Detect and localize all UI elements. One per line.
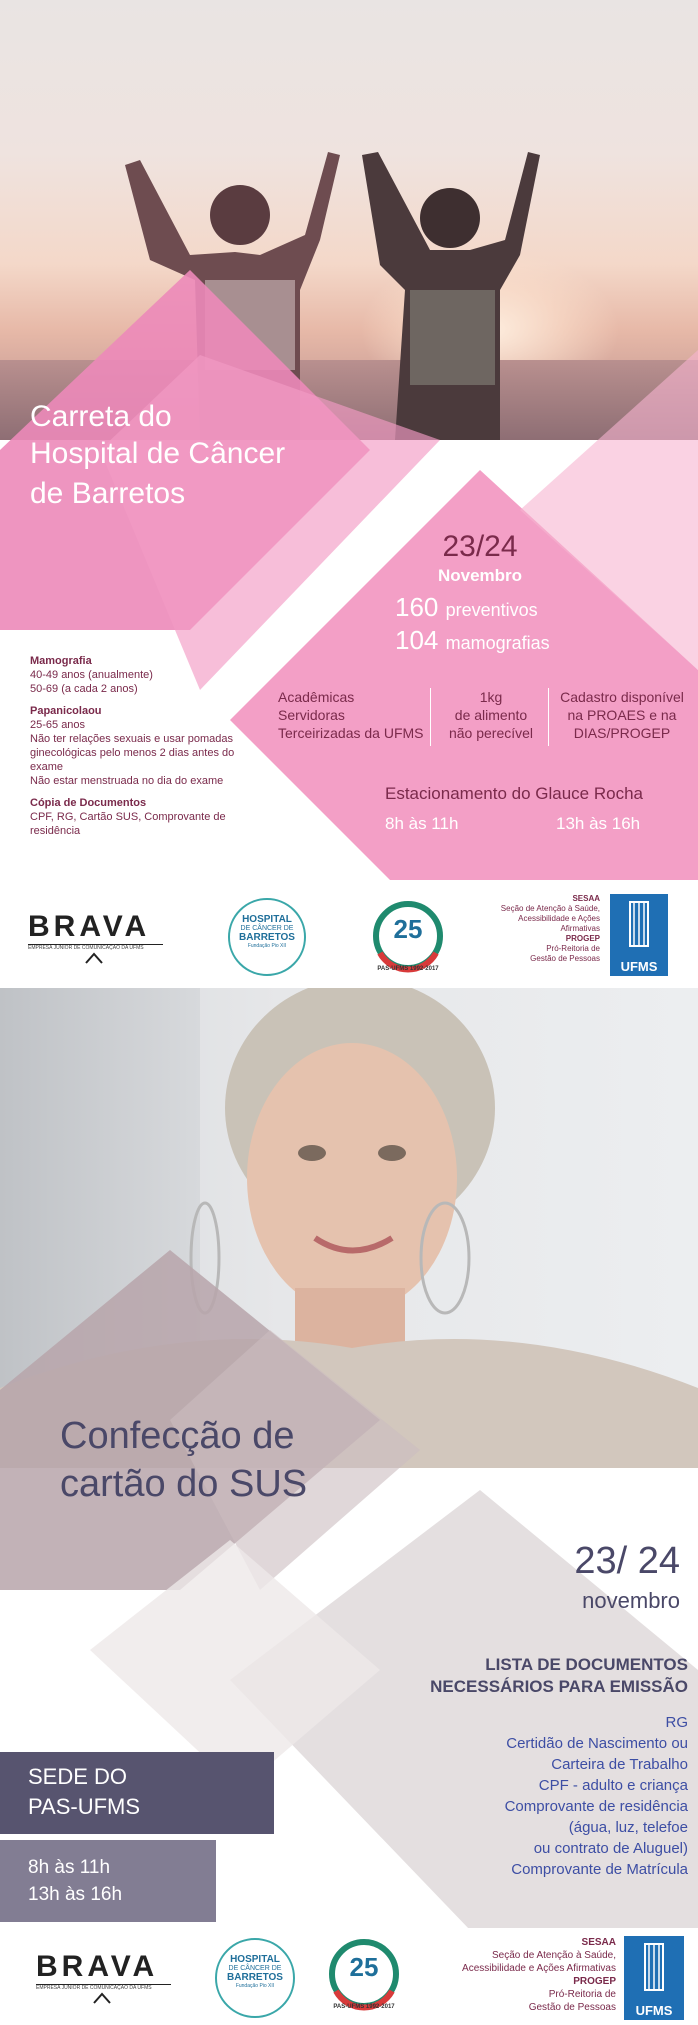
event-time-afternoon: 13h às 16h	[556, 814, 641, 833]
list-title-line: NECESSÁRIOS PARA EMISSÃO	[430, 1677, 688, 1696]
brava-chevron-icon	[84, 952, 104, 964]
donation-line: 1kg	[479, 689, 503, 705]
document-item: (água, luz, telefoe	[568, 1819, 688, 1836]
sesaa-label: SESAA	[581, 1937, 616, 1948]
mamografia-title: Mamografia	[30, 655, 92, 667]
ufms-logo-text: UFMS	[635, 2003, 673, 2018]
sesaa-line: Acessibilidade e Ações	[518, 914, 600, 923]
document-item: RG	[665, 1714, 688, 1731]
progep-label: PROGEP	[573, 1976, 616, 1987]
sus-title-line1: Confecção de	[60, 1415, 295, 1457]
requirement-line: 50-69 (a cada 2 anos)	[30, 683, 138, 695]
requirement-line: 40-49 anos (anualmente)	[30, 669, 153, 681]
event-time-morning: 8h às 11h	[385, 814, 459, 833]
hospital-title-block	[30, 400, 390, 514]
hospital-logo-line: DE CÂNCER DE	[240, 925, 294, 932]
sede-box	[0, 1752, 274, 1834]
progep-line: Pró-Reitoria de	[546, 944, 600, 953]
progep-line: Gestão de Pessoas	[528, 2002, 616, 2013]
audience-line: Terceirizadas da UFMS	[278, 725, 424, 741]
event-month: Novembro	[437, 566, 523, 585]
progep-line: Pró-Reitoria de	[548, 1989, 616, 2000]
hospital-logo-line: BARRETOS	[239, 932, 295, 943]
schedule-afternoon: 13h às 16h	[28, 1884, 123, 1905]
documents-list	[420, 1712, 688, 1880]
ufms-logo-text: UFMS	[620, 959, 658, 974]
column-divider	[548, 688, 549, 746]
sus-title-block	[60, 1412, 400, 1508]
brava-chevron-icon	[92, 1992, 112, 2004]
pas-25-logo	[324, 1936, 404, 2016]
pas-25-number: 25	[349, 1952, 379, 1982]
sede-line2: PAS-UFMS	[28, 1794, 141, 1819]
hospital-logo	[228, 898, 306, 976]
list-title-line: LISTA DE DOCUMENTOS	[485, 1655, 688, 1674]
pas-label: PAS-UFMS	[377, 966, 409, 972]
hospital-logo-line: BARRETOS	[227, 1972, 283, 1983]
progep-label: PROGEP	[565, 934, 600, 943]
papanicolau-title: Papanicolaou	[30, 705, 102, 717]
pas-years: 1992-2017	[365, 2004, 395, 2010]
sesaa-line: Acessibilidade e Ações Afirmativas	[462, 1963, 616, 1974]
brava-logo-subtitle: EMPRESA JÚNIOR DE COMUNICAÇÃO DA UFMS	[36, 1984, 171, 1991]
hospital-logo-line: HOSPITAL	[230, 1954, 280, 1965]
sesaa-progep-block	[470, 894, 600, 964]
audience-line: Servidoras	[278, 707, 345, 723]
preventivos-label: preventivos	[445, 600, 538, 620]
sus-title-line2: cartão do SUS	[60, 1463, 308, 1505]
brava-logo-subtitle: EMPRESA JÚNIOR DE COMUNICAÇÃO DA UFMS	[28, 944, 163, 951]
documents-list-title	[340, 1654, 688, 1698]
pas-label: PAS-UFMS	[333, 2004, 365, 2010]
brava-logo	[28, 910, 163, 969]
hospital-logo-line: HOSPITAL	[242, 914, 292, 925]
donation-line: não perecível	[448, 725, 534, 741]
requirement-line: CPF, RG, Cartão SUS, Comprovante de	[30, 811, 226, 823]
requirement-line: Não estar menstruada no dia do exame	[30, 775, 224, 787]
counts-block	[395, 592, 645, 658]
hospital-title-line1: Carreta do	[30, 400, 172, 433]
ufms-building-icon	[624, 1936, 684, 1998]
pas-25-number: 25	[393, 914, 423, 944]
audience-line: Acadêmicas	[278, 689, 355, 705]
sesaa-line: Seção de Atenção à Saúde,	[500, 904, 600, 913]
pas-25-logo	[368, 898, 448, 978]
requirement-line: ginecológicas pelo menos 2 dias antes do	[30, 747, 235, 759]
progep-line: Gestão de Pessoas	[530, 954, 600, 963]
pas-25-caption	[328, 2004, 400, 2010]
schedule-morning: 8h às 11h	[28, 1857, 111, 1878]
hospital-logo-subtitle: Fundação Pio XII	[235, 1983, 275, 1989]
requirement-line: 25-65 anos	[30, 719, 86, 731]
requirement-line: Não ter relações sexuais e usar pomadas	[30, 733, 233, 745]
document-item: CPF - adulto e criança	[538, 1777, 688, 1794]
ufms-building-icon	[610, 894, 668, 954]
requirement-line: exame	[30, 761, 64, 773]
sesaa-line: Afirmativas	[560, 924, 600, 933]
document-item: Comprovante de residência	[504, 1798, 688, 1815]
schedule-box	[0, 1840, 216, 1922]
pas-years: 1992-2017	[409, 966, 439, 972]
sus-event-date: 23/ 24	[574, 1540, 680, 1582]
column-divider	[430, 688, 431, 746]
brava-logo-text: BRAVA	[36, 1950, 159, 1983]
registration-line: DIAS/PROGEP	[573, 725, 671, 741]
brava-logo-text: BRAVA	[28, 910, 151, 943]
requirement-line: residência	[30, 825, 81, 837]
exam-requirements	[30, 654, 260, 838]
event-location: Estacionamento do Glauce Rocha	[385, 784, 643, 803]
logos-row-top	[0, 880, 698, 985]
sesaa-progep-block	[430, 1936, 616, 2014]
hospital-logo-line: DE CÂNCER DE	[228, 1965, 282, 1972]
hospital-logo	[215, 1938, 295, 2018]
ufms-logo	[624, 1936, 684, 2020]
sesaa-label: SESAA	[572, 894, 600, 903]
donation-line: de alimento	[454, 707, 528, 723]
event-date: 23/24	[442, 530, 518, 563]
document-item: Carteira de Trabalho	[551, 1756, 688, 1773]
mamografias-count: 104	[395, 625, 439, 655]
brava-logo	[36, 1950, 171, 2009]
ufms-logo	[610, 894, 668, 976]
document-item: Comprovante de Matrícula	[511, 1861, 688, 1878]
logos-row-bottom	[0, 1928, 698, 2025]
hospital-title-line2: Hospital de Câncer	[30, 437, 286, 470]
pas-25-caption	[372, 966, 444, 972]
sede-line1: SEDE DO	[28, 1764, 128, 1789]
audience-column	[278, 688, 438, 742]
mamografias-label: mamografias	[445, 633, 550, 653]
preventivos-count: 160	[395, 592, 439, 622]
registration-column	[552, 688, 692, 742]
document-item: Certidão de Nascimento ou	[506, 1735, 688, 1752]
registration-line: na PROAES e na	[567, 707, 677, 723]
registration-line: Cadastro disponível	[560, 689, 684, 705]
document-item: ou contrato de Aluguel)	[533, 1840, 688, 1857]
copia-title: Cópia de Documentos	[30, 797, 147, 809]
hospital-title-line3: de Barretos	[30, 477, 186, 510]
donation-column	[436, 688, 546, 742]
hospital-logo-subtitle: Fundação Pio XII	[247, 943, 287, 949]
sus-event-month: novembro	[582, 1588, 680, 1613]
sesaa-line: Seção de Atenção à Saúde,	[492, 1950, 616, 1961]
